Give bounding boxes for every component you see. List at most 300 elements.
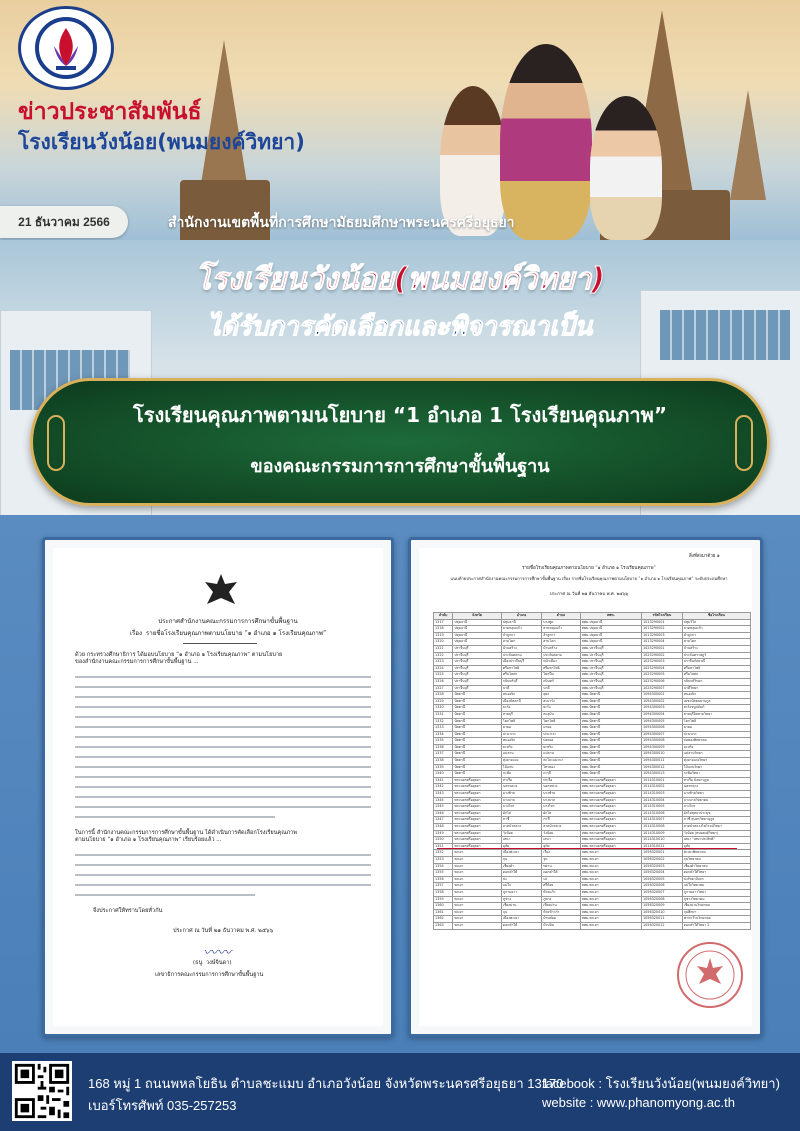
roster-cell: 1014310011: [641, 843, 682, 850]
roster-cell: สพม.พะเยา: [580, 916, 641, 923]
roster-cell: 1360: [434, 903, 453, 910]
footer: [0, 1053, 800, 1131]
roster-cell: 1094300010: [641, 751, 682, 758]
roster-cell: แม่ใจ: [501, 883, 541, 890]
roster-cell: 1094300001: [641, 692, 682, 699]
roster-cell: ลาดหลุมแก้ว: [542, 626, 581, 633]
roster-cell: ปงรัชดาภิเษก: [682, 876, 750, 883]
roster-cell: บางบาลวิทยาคม: [682, 797, 750, 804]
roster-row: [434, 718, 751, 725]
roster-cell: สพม.ปราจีนบุรี: [580, 685, 641, 692]
roster-cell: สพม.ปราจีนบุรี: [580, 665, 641, 672]
school-roster-table: [433, 612, 751, 930]
roster-cell: ปราจีนบุรี: [453, 652, 502, 659]
roster-cell: สพม.พระนครศรีอยุธยา: [580, 817, 641, 824]
roster-cell: 1056320011: [641, 916, 682, 923]
plaque-committee: ของคณะกรรมการการศึกษาขั้นพื้นฐาน: [250, 456, 550, 477]
roster-cell: พระนครศรีอยุธยา: [453, 810, 502, 817]
roster-cell: 1363: [434, 922, 453, 929]
roster-cell: กบินทร์: [542, 678, 581, 685]
roster-cell: 1335: [434, 738, 453, 745]
roster-cell: เชียงคำวิทยาคม: [682, 863, 750, 870]
roster-cell: ภาชี สุนทรวิทยานุกูล: [682, 817, 750, 824]
roster-cell: 1327: [434, 685, 453, 692]
roster-cell: ปราจีนบุรี: [453, 678, 502, 685]
roster-cell: ปทุมธานี: [453, 632, 502, 639]
roster-cell: ศรีมหาโพธิ: [542, 665, 581, 672]
roster-cell: แม่ลานวิทยา: [682, 751, 750, 758]
roster-cell: สะบารัง: [542, 698, 581, 705]
roster-cell: สพม.ปทุมธานี: [580, 632, 641, 639]
roster-cell: นาดีวิทยา: [682, 685, 750, 692]
roster-cell: สพม.พะเยา: [580, 896, 641, 903]
roster-row: [434, 804, 751, 811]
roster-row: [434, 678, 751, 685]
roster-cell: มายอ: [542, 725, 581, 732]
roster-body: [434, 619, 751, 929]
roster-cell: ภูซางวิทยาคม: [682, 896, 750, 903]
roster-cell: จุน: [542, 856, 581, 863]
roster-cell: 1343: [434, 791, 453, 798]
roster-cell: พระนครศรีอยุธยา: [453, 784, 502, 791]
roster-row: [434, 665, 751, 672]
roster-cell: บ้านสร้าง: [682, 645, 750, 652]
roster-cell: ยะหริ่ง: [542, 744, 581, 751]
roster-cell: 1351: [434, 843, 453, 850]
roster-cell: ดอกคำใต้วิทยา 2: [682, 922, 750, 929]
roster-cell: สพม.พระนครศรีอยุธยา: [580, 837, 641, 844]
roster-row: [434, 850, 751, 857]
roster-cell: ปัตตานี: [453, 725, 502, 732]
roster-cell: ปัตตานี: [453, 751, 502, 758]
roster-page: [419, 548, 752, 1026]
roster-cell: ปราจีนบุรี: [453, 672, 502, 679]
roster-cell: 1320: [434, 639, 453, 646]
roster-row: [434, 896, 751, 903]
roster-row: [434, 652, 751, 659]
roster-cell: ลาดบัวหลวงไพโรจน์วิทยา: [682, 824, 750, 831]
roster-cell: ศรีมหาโพธิ: [501, 665, 541, 672]
roster-cell: พะเยา: [453, 909, 502, 916]
roster-cell: ยะรัง: [501, 705, 541, 712]
roster-cell: ห้วยแก้ว: [542, 889, 581, 896]
announcement-page: [53, 548, 383, 1026]
roster-cell: ปัตตานี: [453, 692, 502, 699]
roster-row: [434, 744, 751, 751]
roster-cell: ผักไห่: [501, 810, 541, 817]
roster-row: [434, 738, 751, 745]
roster-cell: พระนครศรีอยุธยา: [453, 817, 502, 824]
roster-cell: สพม.พระนครศรีอยุธยา: [580, 797, 641, 804]
roster-cell: สายบุรี: [501, 711, 541, 718]
roster-cell: 1331: [434, 711, 453, 718]
roster-cell: 1318: [434, 626, 453, 633]
roster-cell: หนองจิก: [682, 692, 750, 699]
roster-row: [434, 619, 751, 626]
roster-cell: ปราจีนบุรี: [453, 665, 502, 672]
roster-cell: สพม.พระนครศรีอยุธยา: [580, 777, 641, 784]
col-province: จังหวัด: [453, 613, 502, 620]
roster-subtitle: แนบท้ายประกาศสำนักงานคณะกรรมการการศึกษาขั้นพื้นฐาน เรื่อง รายชื่อโรงเรียนคุณภาพตามนโยบาย “๑ อำเภอ ๑ โรงเรียนคุณภาพ” ระดับประถมศึกษา: [450, 576, 728, 581]
plaque-policy-title: โรงเรียนคุณภาพตามนโยบาย “1 อำเภอ 1 โรงเรียนคุณภาพ”: [133, 403, 667, 427]
roster-cell: สพม.พระนครศรีอยุธยา: [580, 804, 641, 811]
roster-cell: บ้านต๋อม: [542, 916, 581, 923]
roster-cell: ดอกคำใต้: [501, 870, 541, 877]
roster-cell: สพม.ปราจีนบุรี: [580, 645, 641, 652]
roster-row: [434, 876, 751, 883]
roster-cell: ภูกามยาว: [501, 889, 541, 896]
roster-cell: 1346: [434, 810, 453, 817]
roster-cell: เมืองปราจีนบุรี: [501, 659, 541, 666]
roster-cell: 1014310007: [641, 817, 682, 824]
roster-cell: สพม.ปทุมธานี: [580, 639, 641, 646]
roster-row: [434, 883, 751, 890]
roster-cell: 1014310008: [641, 824, 682, 831]
announcement-body-2: ในการนี้ สำนักงานคณะกรรมการการศึกษาขั้นพื้นฐาน ได้ดำเนินการคัดเลือกโรงเรียนคุณภาพ ตามนโยบาย “๑ อำเภอ ๑ โรงเรียนคุณภาพ” เรียบร้อยแล้ว ...: [75, 830, 297, 844]
roster-cell: 1321: [434, 645, 453, 652]
roster-row: [434, 863, 751, 870]
roster-cell: 1094300013: [641, 771, 682, 778]
roster-cell: ทุ่งยางแดงวิทยา: [682, 758, 750, 765]
roster-cell: 1056320012: [641, 922, 682, 929]
roster-cell: ยะหริ่ง: [501, 744, 541, 751]
roster-row: [434, 758, 751, 765]
roster-cell: ปราจีนบุรี: [453, 645, 502, 652]
roster-cell: ศรีมโหสถ: [501, 672, 541, 679]
roster-cell: 1056320008: [641, 896, 682, 903]
roster-cell: 1325: [434, 672, 453, 679]
hero-header: [0, 0, 800, 240]
roster-cell: บ้านสร้าง: [501, 645, 541, 652]
roster-cell: พะเยา: [453, 916, 502, 923]
roster-cell: พระนครศรีอยุธยา: [453, 777, 502, 784]
roster-row: [434, 777, 751, 784]
roster-cell: จุน: [501, 909, 541, 916]
roster-header-row: [434, 613, 751, 620]
roster-row: [434, 797, 751, 804]
roster-cell: 1025290006: [641, 678, 682, 685]
roster-cell: พระนครศรีอยุธยา: [453, 797, 502, 804]
roster-cell: 1056320010: [641, 909, 682, 916]
roster-cell: พะเยา: [453, 903, 502, 910]
roster-cell: 1025290002: [641, 652, 682, 659]
roster-cell: เดชะปัตตนยานุกูล: [682, 698, 750, 705]
roster-row: [434, 856, 751, 863]
announcement-banner: [0, 240, 800, 515]
roster-cell: เชียงม่วน: [501, 903, 541, 910]
roster-cell: พะเยา: [453, 856, 502, 863]
roster-cell: เมืองพะเยา: [501, 916, 541, 923]
roster-title: รายชื่อโรงเรียนคุณภาพตามนโยบาย “๑ อำเภอ ๑ โรงเรียนคุณภาพ”: [522, 566, 656, 571]
roster-cell: สพม.พระนครศรีอยุธยา: [580, 843, 641, 850]
roster-cell: ปทุมวิไล: [682, 619, 750, 626]
roster-cell: 1354: [434, 863, 453, 870]
roster-cell: ลำลูกกา: [501, 632, 541, 639]
roster-cell: ปง: [501, 876, 541, 883]
roster-cell: ปะนาเระ: [542, 731, 581, 738]
roster-cell: สพม.ปัตตานี: [580, 711, 641, 718]
roster-cell: ปัตตานี: [453, 758, 502, 765]
roster-cell: 1319: [434, 632, 453, 639]
roster-cell: ท่าเรือ: [542, 777, 581, 784]
roster-cell: ภูซาง: [542, 896, 581, 903]
roster-cell: 1334: [434, 731, 453, 738]
roster-cell: 1361: [434, 909, 453, 916]
roster-cell: ยะรัง: [542, 705, 581, 712]
roster-cell: หน้าเมือง: [542, 659, 581, 666]
roster-cell: 1349: [434, 830, 453, 837]
col-no: ลำดับ: [434, 613, 453, 620]
col-area-office: สพท.: [580, 613, 641, 620]
roster-cell: นาดี: [542, 685, 581, 692]
roster-row: [434, 771, 751, 778]
roster-row: [434, 870, 751, 877]
roster-row: [434, 889, 751, 896]
person-teacher: [500, 44, 592, 240]
roster-cell: ลาดบัวหลวง: [542, 824, 581, 831]
roster-cell: 1348: [434, 824, 453, 831]
roster-cell: นาดี: [501, 685, 541, 692]
roster-cell: สพม.ปัตตานี: [580, 744, 641, 751]
roster-cell: สพม.ปัตตานี: [580, 705, 641, 712]
roster-cell: พระนครศรีอยุธยา: [453, 837, 502, 844]
roster-cell: สายบุรีอิสลามวิทยา: [682, 711, 750, 718]
roster-cell: กบินทร์วิทยา: [682, 678, 750, 685]
roster-row: [434, 645, 751, 652]
roster-cell: ปะนาเระ: [501, 731, 541, 738]
roster-date: ประกาศ ณ วันที่ ๒๑ ธันวาคม พ.ศ. ๒๕๖๖: [549, 592, 629, 597]
roster-cell: ท่าเรือ นิตยานุกูล: [682, 777, 750, 784]
roster-cell: โคกโพธิ์: [501, 718, 541, 725]
roster-row: [434, 698, 751, 705]
roster-cell: 1340: [434, 771, 453, 778]
roster-cell: นครหลวง: [682, 784, 750, 791]
roster-cell: 1324: [434, 665, 453, 672]
roster-cell: ดอกคำใต้วิทยา: [682, 870, 750, 877]
roster-cell: ตะโละแมะนา: [542, 758, 581, 765]
footer-phone: เบอร์โทรศัพท์ 035-257253: [88, 1098, 237, 1113]
roster-cell: ท่าเรือ: [501, 777, 541, 784]
roster-cell: 1013290004: [641, 639, 682, 646]
roster-cell: บางบาล: [501, 797, 541, 804]
roster-cell: เสนา: [501, 837, 541, 844]
roster-cell: ปัตตานี: [453, 698, 502, 705]
roster-cell: 1014310002: [641, 784, 682, 791]
headline-school: โรงเรียนวังน้อย(พนมยงค์วิทยา): [195, 262, 605, 297]
roster-cell: สพม.ปัตตานี: [580, 751, 641, 758]
roster-cell: พะเยา: [453, 896, 502, 903]
roster-cell: สพม.พะเยา: [580, 850, 641, 857]
roster-cell: ผักไห่: [542, 810, 581, 817]
roster-row: [434, 817, 751, 824]
roster-cell: บางซ้าย: [542, 791, 581, 798]
roster-cell: สพม.พะเยา: [580, 856, 641, 863]
roster-cell: 1341: [434, 777, 453, 784]
roster-cell: ลาดบัวหลวง: [501, 824, 541, 831]
roster-cell: พะเยา: [453, 889, 502, 896]
roster-cell: สพม.ปัตตานี: [580, 725, 641, 732]
roster-row: [434, 705, 751, 712]
divider: [183, 643, 257, 644]
roster-row: [434, 731, 751, 738]
roster-cell: จุนศึกษา: [682, 909, 750, 916]
roster-cell: ลาดหลุมแก้ว: [682, 626, 750, 633]
roster-cell: แม่ลาน: [542, 751, 581, 758]
roster-cell: 1329: [434, 698, 453, 705]
roster-cell: บางไทร: [501, 804, 541, 811]
roster-row: [434, 791, 751, 798]
roster-cell: อุทัย: [682, 843, 750, 850]
roster-cell: 1339: [434, 764, 453, 771]
roster-attachment: สิ่งที่ส่งมาด้วย ๑: [689, 554, 720, 559]
roster-cell: เชียงม่วนวิทยาคม: [682, 903, 750, 910]
roster-cell: 1323: [434, 659, 453, 666]
roster-cell: โคกปีบ: [542, 672, 581, 679]
roster-cell: 1025290005: [641, 672, 682, 679]
roster-row: [434, 837, 751, 844]
roster-cell: แม่ใจวิทยาคม: [682, 883, 750, 890]
roster-cell: 1094300011: [641, 758, 682, 765]
roster-cell: สพม.ปัตตานี: [580, 771, 641, 778]
roster-row: [434, 824, 751, 831]
roster-row: [434, 922, 751, 929]
roster-cell: สพม.ปราจีนบุรี: [580, 659, 641, 666]
roster-cell: เสนา "เสนาประสิทธิ์": [682, 837, 750, 844]
roster-cell: หนองจิก: [501, 738, 541, 745]
roster-cell: มายอ: [682, 725, 750, 732]
announcement-org: ประกาศสำนักงานคณะกรรมการการศึกษาขั้นพื้นฐาน: [158, 618, 298, 625]
roster-cell: 1356: [434, 876, 453, 883]
news-label: ข่าวประชาสัมพันธ์: [18, 99, 202, 125]
roster-cell: สพม.ปัตตานี: [580, 718, 641, 725]
roster-row: [434, 692, 751, 699]
roster-cell: สพม.พะเยา: [580, 870, 641, 877]
roster-cell: ปง: [542, 876, 581, 883]
roster-cell: สพม.ปราจีนบุรี: [580, 678, 641, 685]
roster-cell: 1056320005: [641, 876, 682, 883]
roster-cell: 1357: [434, 883, 453, 890]
roster-cell: 1056320001: [641, 850, 682, 857]
announcement-body-1: ด้วย กระทรวงศึกษาธิการ ได้มอบนโยบาย “๑ อำเภอ ๑ โรงเรียนคุณภาพ” ตามนโยบาย ของสำนักงานคณะกรรมการการศึกษาขั้นพื้นฐาน ...: [75, 652, 283, 666]
roster-cell: 1014310001: [641, 777, 682, 784]
roster-cell: สพม.ปัตตานี: [580, 758, 641, 765]
roster-cell: ไทรทอง: [542, 764, 581, 771]
roster-cell: ปทุมธานี: [453, 639, 502, 646]
roster-cell: ปัตตานี: [453, 718, 502, 725]
roster-cell: แม่ลาน: [501, 751, 541, 758]
roster-cell: 1322: [434, 652, 453, 659]
footer-facebook-link[interactable]: facebook : โรงเรียนวังน้อย(พนมยงค์วิทยา): [542, 1076, 780, 1091]
roster-row: [434, 751, 751, 758]
roster-cell: โคกโพธิ์: [682, 718, 750, 725]
roster-cell: พะเยา: [453, 922, 502, 929]
roster-cell: บ้านปิน: [542, 922, 581, 929]
roster-cell: ผักไห่สุทธาประมุข: [682, 810, 750, 817]
highlight-underline: [437, 848, 737, 849]
roster-cell: สพม.ปัตตานี: [580, 731, 641, 738]
signature-mark: 〰〰: [203, 945, 231, 961]
announcement-document: [42, 537, 394, 1037]
roster-cell: 1056320004: [641, 870, 682, 877]
roster-cell: 1330: [434, 705, 453, 712]
roster-cell: 1014310010: [641, 837, 682, 844]
roster-cell: 1014310004: [641, 797, 682, 804]
roster-cell: 1342: [434, 784, 453, 791]
roster-cell: 1350: [434, 837, 453, 844]
roster-cell: สพม.ปัตตานี: [580, 764, 641, 771]
roster-cell: เมืองปัตตานี: [501, 698, 541, 705]
roster-cell: พะเยาพิทยาคม: [682, 850, 750, 857]
roster-cell: 1014310006: [641, 810, 682, 817]
roster-cell: สพม.ปราจีนบุรี: [580, 672, 641, 679]
col-school-name: ชื่อโรงเรียน: [682, 613, 750, 620]
roster-cell: บางไทร: [682, 804, 750, 811]
roster-cell: ปทุมธานี: [501, 619, 541, 626]
roster-cell: สพม.ปราจีนบุรี: [580, 652, 641, 659]
roster-cell: 1014310005: [641, 804, 682, 811]
roster-cell: พะเยา: [453, 863, 502, 870]
roster-cell: 1352: [434, 850, 453, 857]
footer-website-link[interactable]: website : www.phanomyong.ac.th: [542, 1095, 735, 1110]
roster-cell: ยะรังชนูปถัมภ์: [682, 705, 750, 712]
roster-cell: บางไทร: [542, 804, 581, 811]
roster-cell: สามโคก: [542, 639, 581, 646]
roster-cell: 1013290001: [641, 619, 682, 626]
roster-cell: ภาชี: [542, 817, 581, 824]
qr-code-icon[interactable]: [12, 1061, 72, 1121]
announcement-closing: จึงประกาศให้ทราบโดยทั่วกัน: [93, 908, 163, 914]
award-plaque: [30, 378, 770, 506]
roster-cell: บ่อทองพิทยาคม: [682, 738, 750, 745]
roster-cell: ปัตตานี: [453, 705, 502, 712]
roster-cell: ปทุมธานี: [453, 626, 502, 633]
roster-cell: สพม.ปทุมธานี: [580, 626, 641, 633]
roster-row: [434, 830, 751, 837]
roster-row: [434, 903, 751, 910]
roster-cell: ไม้แก่นวิทยา: [682, 764, 750, 771]
roster-cell: สพม.ปัตตานี: [580, 738, 641, 745]
roster-cell: พะเยา: [453, 876, 502, 883]
roster-cell: 1014310003: [641, 791, 682, 798]
roster-cell: 1317: [434, 619, 453, 626]
roster-cell: สามโคก: [682, 639, 750, 646]
roster-cell: บางบาล: [542, 797, 581, 804]
roster-cell: ภูซาง: [501, 896, 541, 903]
roster-cell: อุทัย: [542, 843, 581, 850]
roster-cell: ปัตตานี: [453, 731, 502, 738]
roster-cell: 1056320003: [641, 863, 682, 870]
roster-cell: กบินทร์บุรี: [501, 678, 541, 685]
roster-cell: ปัตตานี: [453, 738, 502, 745]
roster-cell: สพม.พะเยา: [580, 889, 641, 896]
person-student-girl: [590, 96, 662, 240]
roster-cell: ฟากกว๊านวิทยาคม: [682, 916, 750, 923]
roster-cell: 1336: [434, 744, 453, 751]
office-name: สำนักงานเขตพื้นที่การศึกษามัธยมศึกษาพระนครศรีอยุธยา: [168, 215, 515, 231]
roster-cell: พระนครศรีอยุธยา: [453, 804, 502, 811]
roster-cell: ภูกามยาววิทยา: [682, 889, 750, 896]
roster-cell: จุน: [501, 856, 541, 863]
roster-cell: ตุยง: [542, 692, 581, 699]
roster-cell: มายอ: [501, 725, 541, 732]
roster-row: [434, 639, 751, 646]
roster-cell: ปราจีนบุรี: [453, 659, 502, 666]
roster-cell: สพม.พระนครศรีอยุธยา: [580, 830, 641, 837]
roster-cell: สพม.พะเยา: [580, 883, 641, 890]
roster-row: [434, 725, 751, 732]
roster-cell: สพม.พะเยา: [580, 876, 641, 883]
roster-cell: ปทุมธานี: [453, 619, 502, 626]
